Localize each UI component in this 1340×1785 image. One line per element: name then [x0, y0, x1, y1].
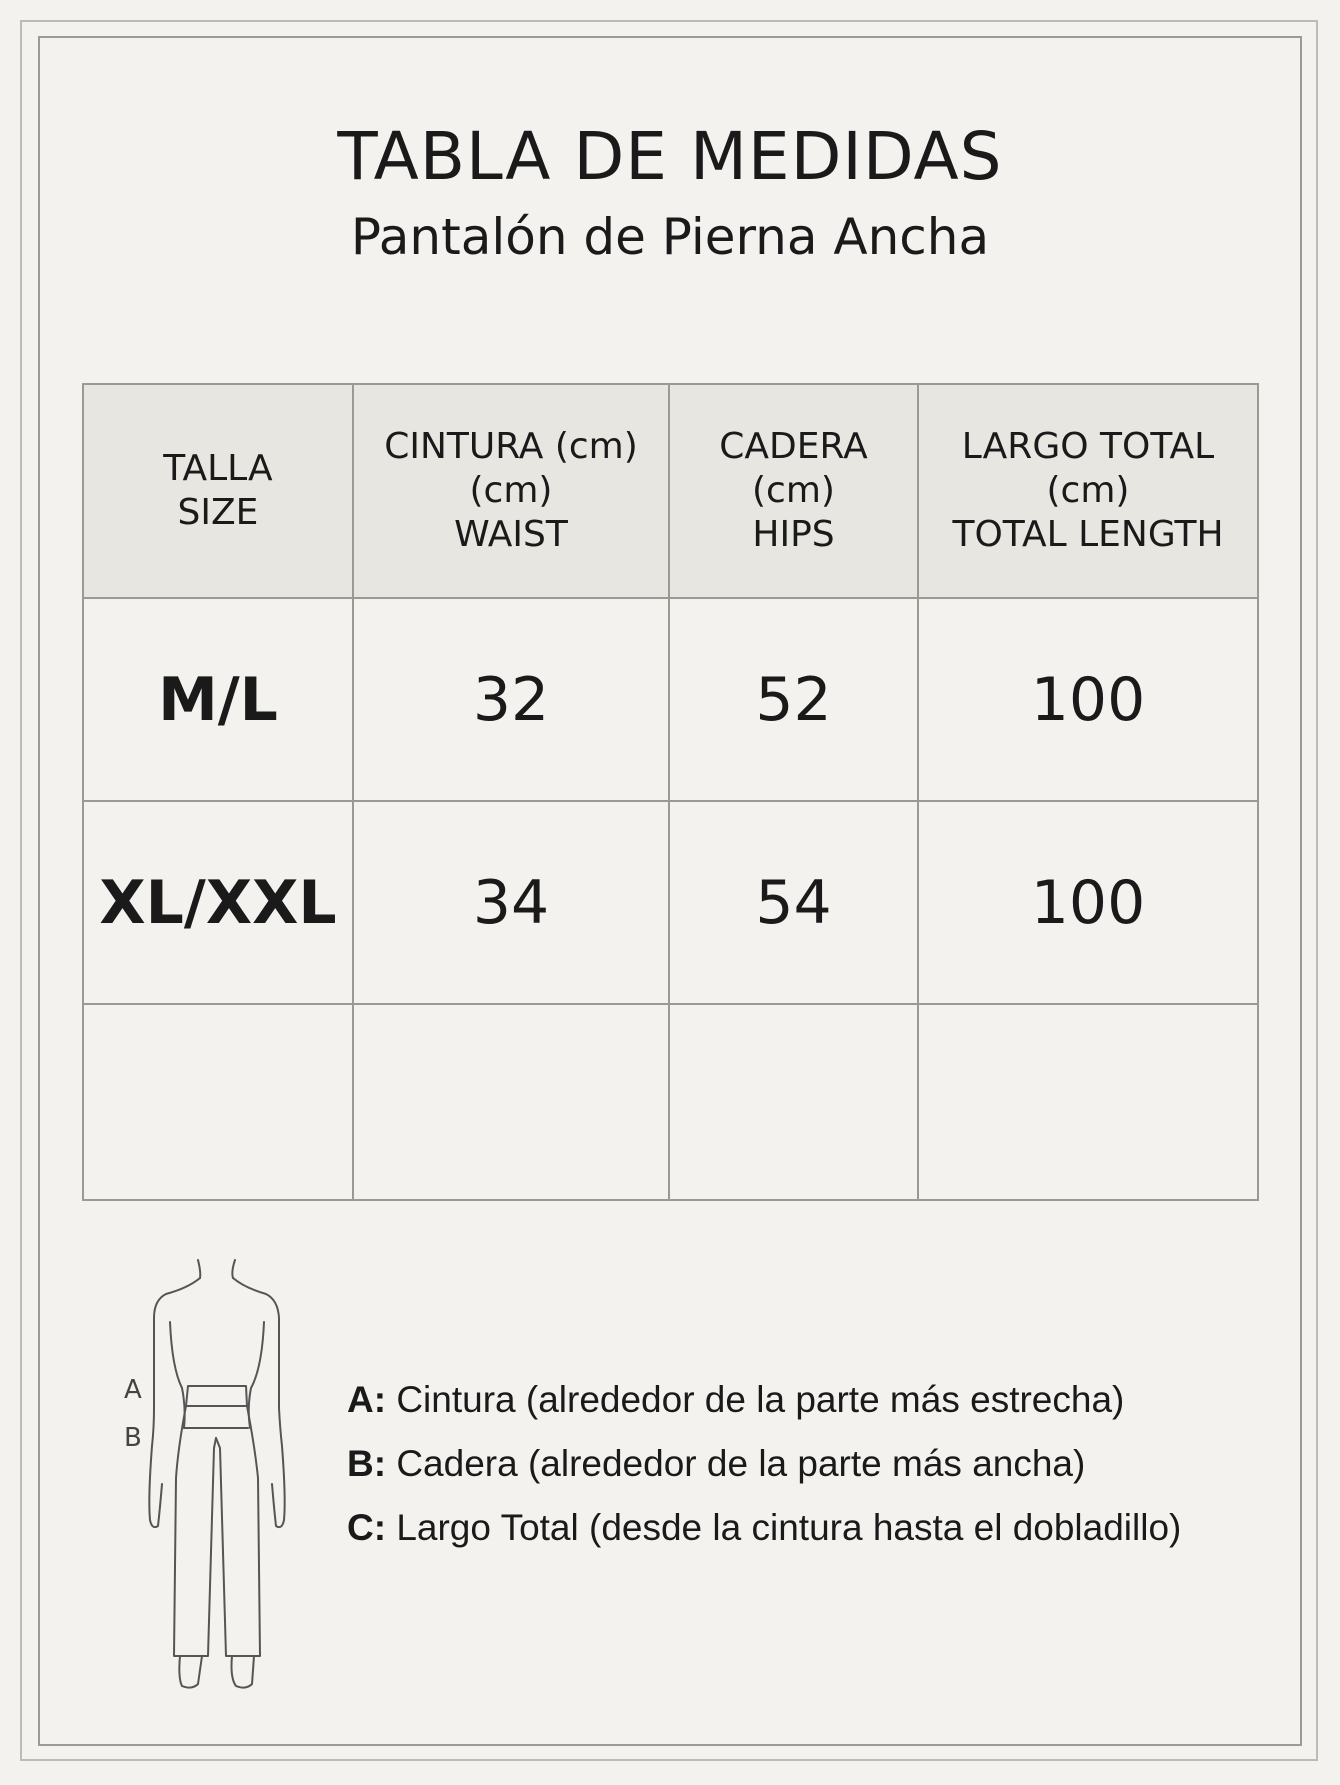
hips-cell: 52 — [669, 598, 918, 801]
hips-cell: 54 — [669, 801, 918, 1004]
header-line: CADERA — [719, 426, 868, 467]
header-line: LARGO TOTAL — [961, 426, 1215, 467]
page-title: TABLA DE MEDIDAS — [337, 118, 1003, 195]
table-row — [83, 598, 1258, 801]
figure-label-b: B — [124, 1423, 142, 1453]
header-line: (cm) — [1046, 470, 1130, 511]
legend-item — [347, 1439, 1181, 1503]
header-line: TOTAL LENGTH — [952, 514, 1224, 555]
header-waist — [353, 384, 669, 598]
legend-key: B: — [347, 1443, 387, 1484]
legend-text: Largo Total (desde la cintura hasta el dobladillo) — [386, 1507, 1182, 1548]
header-line: (cm) — [469, 470, 553, 511]
header-hips — [669, 384, 918, 598]
header-size — [83, 384, 353, 598]
empty-cell — [83, 1004, 353, 1200]
waist-cell: 34 — [353, 801, 669, 1004]
size-cell: M/L — [83, 598, 353, 801]
legend-text: Cintura (alrededor de la parte más estrecha) — [386, 1379, 1125, 1420]
header-line: (cm) — [752, 470, 835, 511]
waist-cell: 32 — [353, 598, 669, 801]
legend-item — [347, 1503, 1181, 1567]
header-line: CINTURA (cm) — [384, 426, 638, 467]
length-cell: 100 — [918, 801, 1258, 1004]
empty-cell — [353, 1004, 669, 1200]
page-subtitle: Pantalón de Pierna Ancha — [350, 208, 990, 266]
legend-item — [347, 1375, 1181, 1439]
figure-label-a: A — [124, 1375, 142, 1405]
size-cell: XL/XXL — [83, 801, 353, 1004]
legend-key: A: — [347, 1379, 387, 1420]
empty-cell — [669, 1004, 918, 1200]
table-row — [83, 801, 1258, 1004]
empty-cell — [918, 1004, 1258, 1200]
header-line: SIZE — [177, 492, 259, 533]
legend-key: C: — [347, 1507, 387, 1548]
measurement-legend — [347, 1375, 1181, 1567]
table-header-row — [83, 384, 1258, 598]
body-figure-illustration — [118, 1258, 298, 1698]
legend-text: Cadera (alrededor de la parte más ancha) — [386, 1443, 1086, 1484]
header-line: TALLA — [163, 448, 273, 489]
header-line: WAIST — [454, 514, 568, 555]
size-table — [82, 383, 1259, 1201]
header-length — [918, 384, 1258, 598]
table-row-empty — [83, 1004, 1258, 1200]
length-cell: 100 — [918, 598, 1258, 801]
header-line: HIPS — [752, 514, 835, 555]
